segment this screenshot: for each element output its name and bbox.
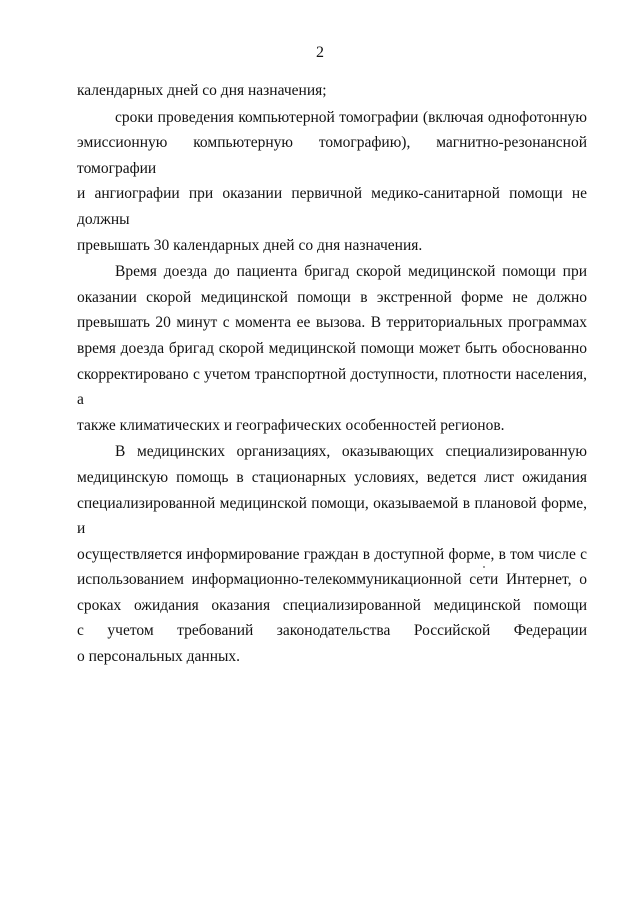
paragraph-line: эмиссионную компьютерную томографию), магнитно-резонансной томографии bbox=[77, 134, 587, 177]
paragraph-line: и ангиографии при оказании первичной медико-санитарной помощи не должны bbox=[77, 185, 587, 228]
paragraph-2 bbox=[77, 105, 587, 259]
paragraph-line: оказании скорой медицинской помощи в экстренной форме не должно bbox=[77, 288, 587, 306]
scan-speck bbox=[483, 566, 485, 568]
paragraph-line: сроках ожидания оказания специализированной медицинской помощи bbox=[77, 596, 587, 614]
paragraph-line: также климатических и географических особенностей регионов. bbox=[77, 416, 505, 434]
paragraph-line: В медицинских организациях, оказывающих специализированную bbox=[115, 443, 587, 461]
paragraph-line: превышать 30 календарных дней со дня назначения. bbox=[77, 236, 423, 254]
paragraph-line: использованием информационно-телекоммуникационной сети Интернет, о bbox=[77, 571, 587, 589]
paragraph-line: с учетом требований законодательства Российской Федерации bbox=[77, 622, 587, 640]
paragraph-line: календарных дней со дня назначения; bbox=[77, 82, 327, 99]
paragraph-3 bbox=[77, 259, 587, 438]
paragraph-line: скорректировано с учетом транспортной доступности, плотности населения, а bbox=[77, 365, 587, 409]
document-body bbox=[77, 78, 587, 670]
paragraph-line: Время доезда до пациента бригад скорой медицинской помощи при bbox=[115, 263, 587, 281]
paragraph-line: осуществляется информирование граждан в доступной форме, в том числе с bbox=[77, 545, 587, 563]
paragraph-line: сроки проведения компьютерной томографии (включая однофотонную bbox=[115, 108, 587, 126]
paragraph-line: превышать 20 минут с момента ее вызова. В территориальных программах bbox=[77, 314, 587, 332]
page-number: 2 bbox=[316, 44, 324, 61]
paragraph-1 bbox=[77, 78, 587, 104]
paragraph-line: медицинскую помощь в стационарных условиях, ведется лист ожидания bbox=[77, 468, 587, 486]
paragraph-line: время доезда бригад скорой медицинской помощи может быть обоснованно bbox=[77, 339, 587, 357]
paragraph-4 bbox=[77, 439, 587, 669]
paragraph-line: о персональных данных. bbox=[77, 648, 241, 666]
paragraph-line: специализированной медицинской помощи, оказываемой в плановой форме, и bbox=[77, 494, 587, 538]
